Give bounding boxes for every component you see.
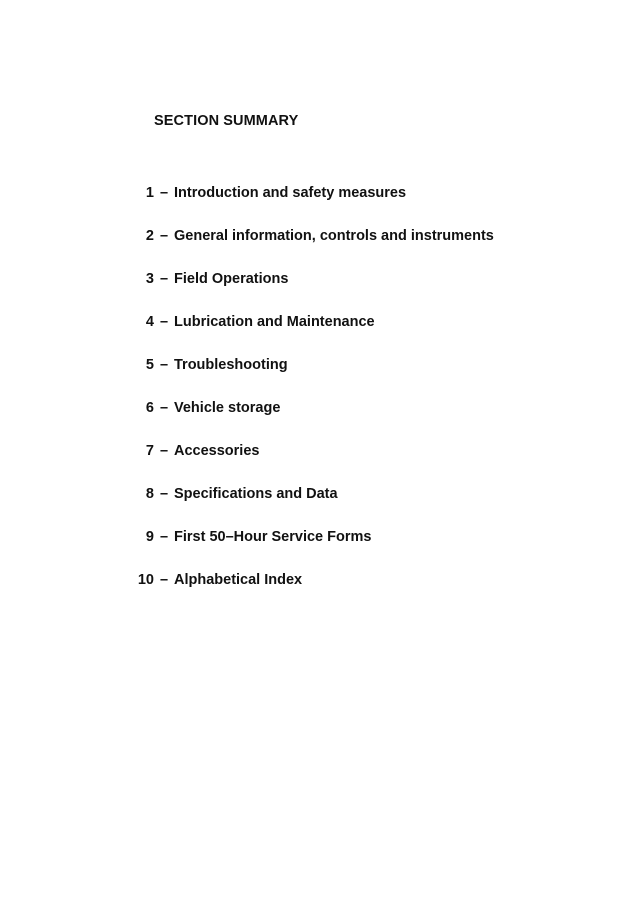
section-item[interactable] xyxy=(0,486,642,529)
section-separator: – xyxy=(160,486,169,502)
section-number: 10 xyxy=(137,572,154,588)
section-item[interactable] xyxy=(0,228,642,271)
page-title: SECTION SUMMARY xyxy=(154,113,299,129)
section-number: 6 xyxy=(145,400,154,416)
section-separator: – xyxy=(160,185,169,201)
section-number: 2 xyxy=(145,228,154,244)
section-title: General information, controls and instruments xyxy=(174,228,494,244)
section-number: 8 xyxy=(145,486,154,502)
section-separator: – xyxy=(160,400,169,416)
section-title: First 50–Hour Service Forms xyxy=(174,529,372,545)
section-number: 4 xyxy=(145,314,154,330)
section-item[interactable] xyxy=(0,572,642,615)
section-separator: – xyxy=(160,271,169,287)
section-title: Introduction and safety measures xyxy=(174,185,407,201)
section-separator: – xyxy=(160,357,169,373)
section-item[interactable] xyxy=(0,357,642,400)
section-item[interactable] xyxy=(0,443,642,486)
section-item[interactable] xyxy=(0,185,642,228)
section-title: Alphabetical Index xyxy=(174,572,303,588)
section-title: Specifications and Data xyxy=(174,486,338,502)
section-separator: – xyxy=(160,228,169,244)
section-item[interactable] xyxy=(0,314,642,357)
section-number: 5 xyxy=(145,357,154,373)
section-number: 1 xyxy=(145,185,154,201)
section-title: Troubleshooting xyxy=(174,357,288,373)
section-title: Field Operations xyxy=(174,271,289,287)
section-number: 3 xyxy=(145,271,154,287)
section-item[interactable] xyxy=(0,271,642,314)
section-number: 7 xyxy=(145,443,154,459)
section-title: Vehicle storage xyxy=(174,400,281,416)
section-separator: – xyxy=(160,529,169,545)
section-item[interactable] xyxy=(0,400,642,443)
section-separator: – xyxy=(160,572,169,588)
section-title: Accessories xyxy=(174,443,260,459)
section-item[interactable] xyxy=(0,529,642,572)
section-number: 9 xyxy=(145,529,154,545)
section-separator: – xyxy=(160,443,169,459)
section-title: Lubrication and Maintenance xyxy=(174,314,375,330)
section-list xyxy=(0,185,642,615)
section-separator: – xyxy=(160,314,169,330)
